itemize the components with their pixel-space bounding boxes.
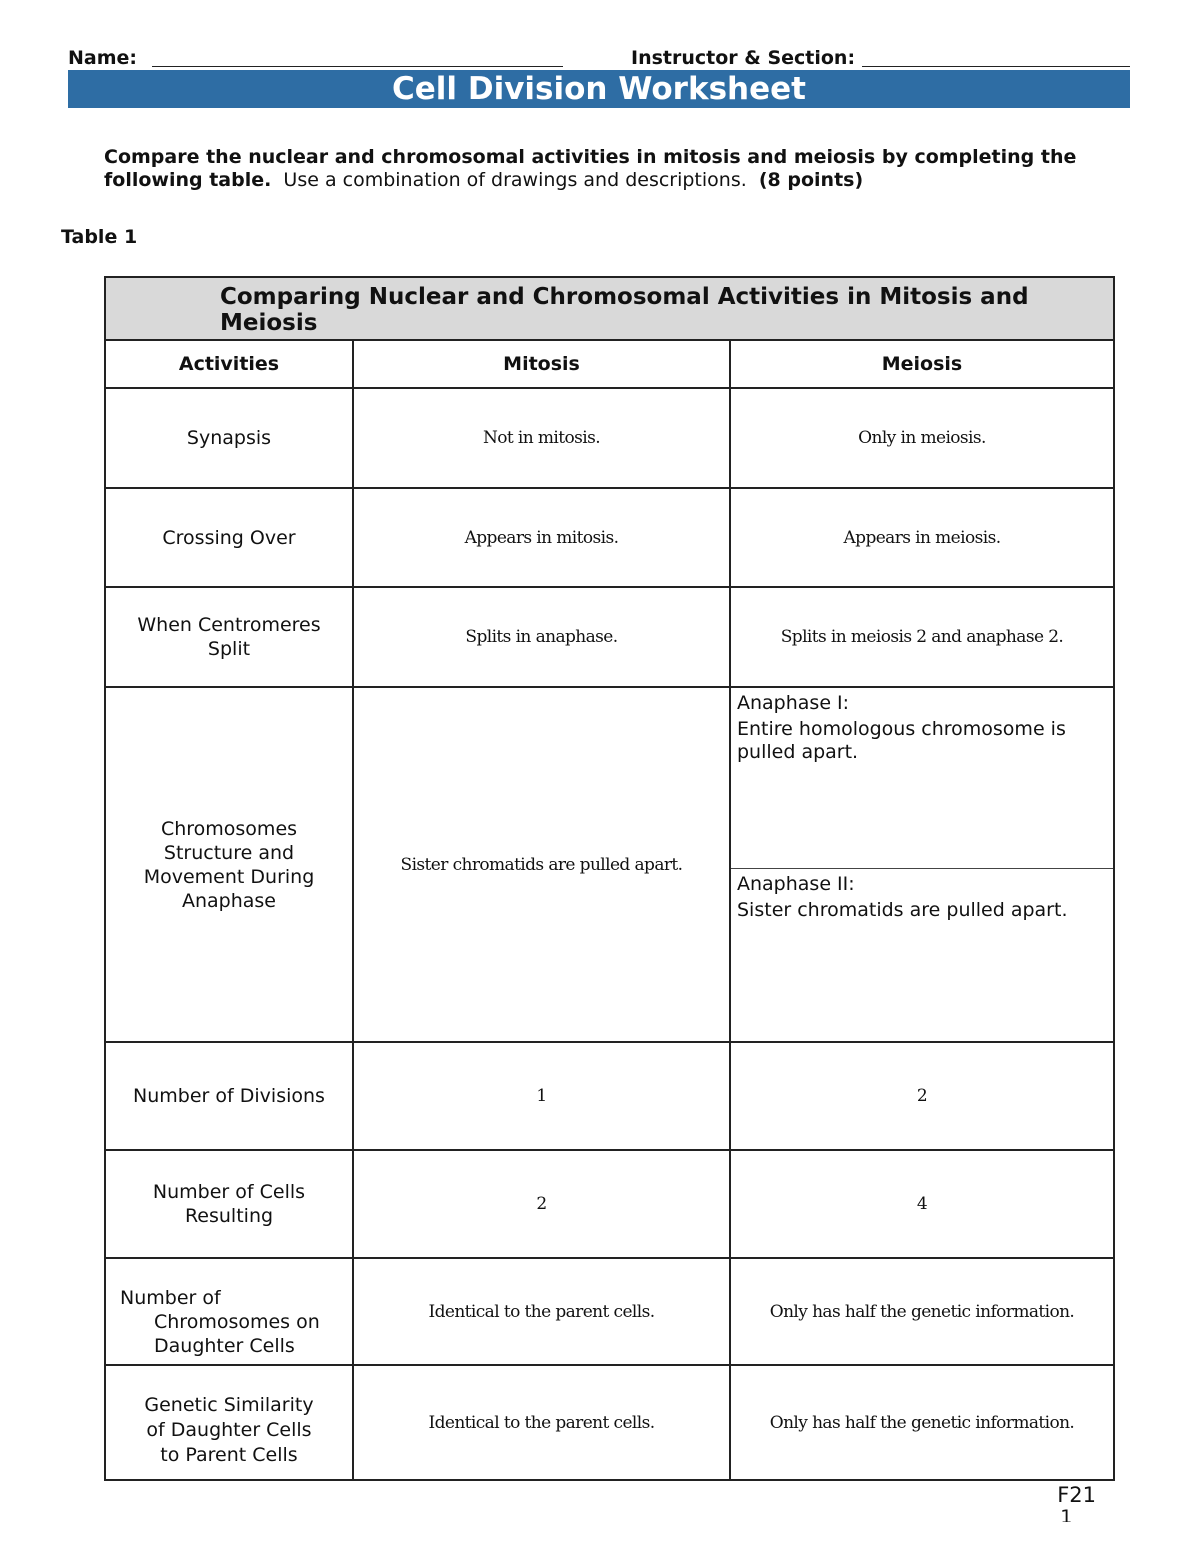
activity-genetic-similarity: Genetic Similarity of Daughter Cells to Parent Cells	[144, 1393, 314, 1466]
meiosis-cells-answer[interactable]: 4	[916, 1194, 928, 1214]
page-footer	[1057, 1484, 1096, 1522]
mitosis-centromeres-answer[interactable]: Splits in anaphase.	[465, 627, 618, 647]
name-label: Name:	[68, 47, 138, 69]
column-header-mitosis: Mitosis	[503, 353, 580, 375]
activity-chromosomes-line2: Chromosomes on Daughter Cells	[154, 1311, 320, 1357]
column-header-activities: Activities	[178, 353, 280, 375]
mitosis-crossing-over-answer[interactable]: Appears in mitosis.	[464, 527, 619, 548]
column-header-meiosis: Meiosis	[881, 353, 963, 375]
activity-synapsis: Synapsis	[186, 427, 272, 449]
meiosis-synapsis-answer[interactable]: Only in meiosis.	[858, 428, 986, 448]
instructions-normal: Use a combination of drawings and descriptions.	[283, 169, 747, 191]
activity-number-of-chromosomes	[106, 1286, 352, 1358]
activity-chromosome-movement: Chromosomes Structure and Movement During Anaphase	[143, 817, 315, 912]
activity-crossing-over: Crossing Over	[162, 526, 296, 549]
activity-number-of-cells: Number of Cells Resulting	[152, 1181, 306, 1227]
instructions	[104, 146, 1104, 192]
instructor-section-field-line[interactable]	[862, 66, 1130, 67]
meiosis-genetic-answer[interactable]: Only has half the genetic information.	[769, 1412, 1075, 1433]
table-title: Comparing Nuclear and Chromosomal Activities in Mitosis and Meiosis	[220, 284, 1029, 336]
mitosis-divisions-answer[interactable]: 1	[536, 1086, 547, 1106]
activity-number-of-divisions: Number of Divisions	[133, 1085, 325, 1107]
name-field-line[interactable]	[152, 66, 563, 67]
anaphase-1-text: Entire homologous chromosome is pulled apart.	[737, 718, 1066, 763]
mitosis-genetic-answer[interactable]: Identical to the parent cells.	[428, 1412, 655, 1433]
meiosis-centromeres-answer[interactable]: Splits in meiosis 2 and anaphase 2.	[780, 627, 1064, 647]
anaphase-1-label: Anaphase I:	[737, 692, 850, 714]
anaphase-2-text: Sister chromatids are pulled apart.	[737, 899, 1068, 921]
activity-centromeres-split: When Centromeres Split	[137, 614, 321, 660]
meiosis-anaphase-1-answer[interactable]	[737, 692, 1107, 764]
worksheet-title-banner: Cell Division Worksheet	[68, 70, 1130, 108]
table-label: Table 1	[61, 226, 138, 248]
instructor-section-label: Instructor & Section:	[631, 47, 856, 69]
meiosis-chromosomes-answer[interactable]: Only has half the genetic information.	[769, 1301, 1075, 1322]
anaphase-2-label: Anaphase II:	[737, 873, 855, 895]
instructions-bold: Compare the nuclear and chromosomal activities in mitosis and meiosis by completing the following table.	[104, 146, 1077, 191]
instructions-points: (8 points)	[758, 169, 864, 191]
mitosis-cells-answer[interactable]: 2	[536, 1194, 547, 1214]
meiosis-divisions-answer[interactable]: 2	[916, 1086, 928, 1106]
mitosis-anaphase-answer[interactable]: Sister chromatids are pulled apart.	[400, 854, 683, 875]
meiosis-anaphase-2-answer[interactable]	[737, 873, 1107, 922]
meiosis-crossing-over-answer[interactable]: Appears in meiosis.	[843, 527, 1001, 548]
footer-page-number: 1	[1060, 1506, 1073, 1522]
activity-chromosomes-line1: Number of	[120, 1287, 221, 1309]
footer-code: F21	[1057, 1483, 1096, 1507]
mitosis-synapsis-answer[interactable]: Not in mitosis.	[482, 428, 601, 448]
mitosis-chromosomes-answer[interactable]: Identical to the parent cells.	[428, 1301, 655, 1322]
